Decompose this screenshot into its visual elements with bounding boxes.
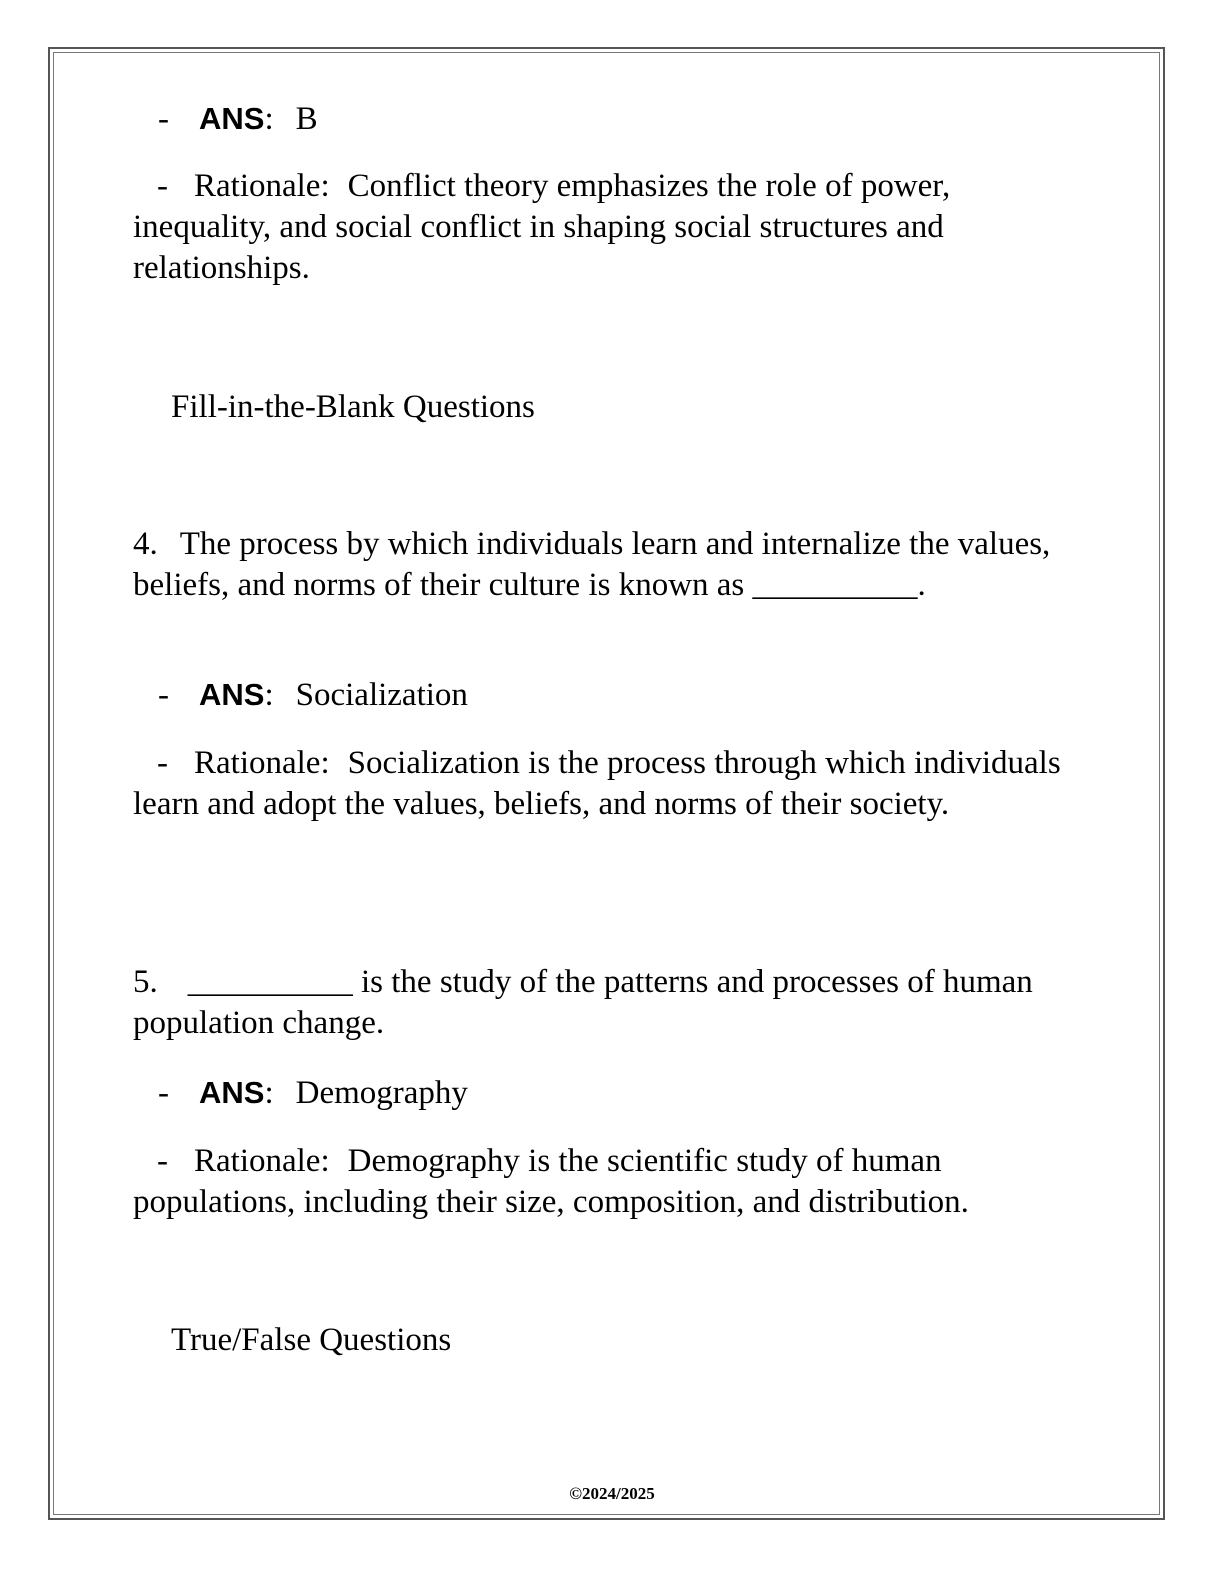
q5-rationale-dash: - <box>157 1143 168 1179</box>
q3-rationale-label: Rationale: <box>194 168 330 204</box>
q3-rationale-text: Conflict theory emphasizes the role of power, inequality, and social conflict in shaping social structures and relationships. <box>133 168 951 286</box>
question-5-text: __________ is the study of the patterns and processes of human population change. <box>133 964 1033 1041</box>
q3-answer-line <box>158 98 318 140</box>
q4-answer-line <box>158 674 468 716</box>
q3-answer-label: ANS <box>199 101 265 136</box>
q3-answer-dash: - <box>158 101 169 137</box>
section-heading-fill-in-the-blank: Fill-in-the-Blank Questions <box>171 389 535 425</box>
q4-answer-value: Socialization <box>295 677 468 713</box>
question-4 <box>133 524 1093 606</box>
section-heading-true-false: True/False Questions <box>171 1322 452 1358</box>
q5-answer-dash: - <box>158 1075 169 1111</box>
question-4-number: 4. <box>133 526 158 562</box>
question-4-text: The process by which individuals learn and internalize the values, beliefs, and norms of their culture is known as __________. <box>133 526 1051 603</box>
q4-rationale-dash: - <box>157 745 168 781</box>
q4-answer-dash: - <box>158 677 169 713</box>
question-5 <box>133 962 1093 1044</box>
q5-answer-label: ANS <box>199 1075 265 1110</box>
q3-rationale-dash: - <box>157 168 168 204</box>
q5-answer-value: Demography <box>295 1075 468 1111</box>
q4-answer-colon: : <box>264 677 274 713</box>
q4-rationale <box>133 743 1093 825</box>
copyright-footer: ©2024/2025 <box>569 1484 655 1503</box>
q5-rationale-text: Demography is the scientific study of human populations, including their size, composition, and distribution. <box>133 1143 969 1220</box>
q5-rationale-label: Rationale: <box>194 1143 330 1179</box>
q4-rationale-label: Rationale: <box>194 745 330 781</box>
q4-rationale-text: Socialization is the process through which individuals learn and adopt the values, beliefs, and norms of their society. <box>133 745 1061 822</box>
q3-rationale <box>133 166 1093 289</box>
q5-answer-line <box>158 1072 468 1114</box>
q3-answer-colon: : <box>264 101 274 137</box>
q3-answer-value: B <box>295 101 318 137</box>
q5-rationale <box>133 1141 1093 1223</box>
q4-answer-label: ANS <box>199 677 265 712</box>
q5-answer-colon: : <box>264 1075 274 1111</box>
question-5-number: 5. <box>133 964 158 1000</box>
